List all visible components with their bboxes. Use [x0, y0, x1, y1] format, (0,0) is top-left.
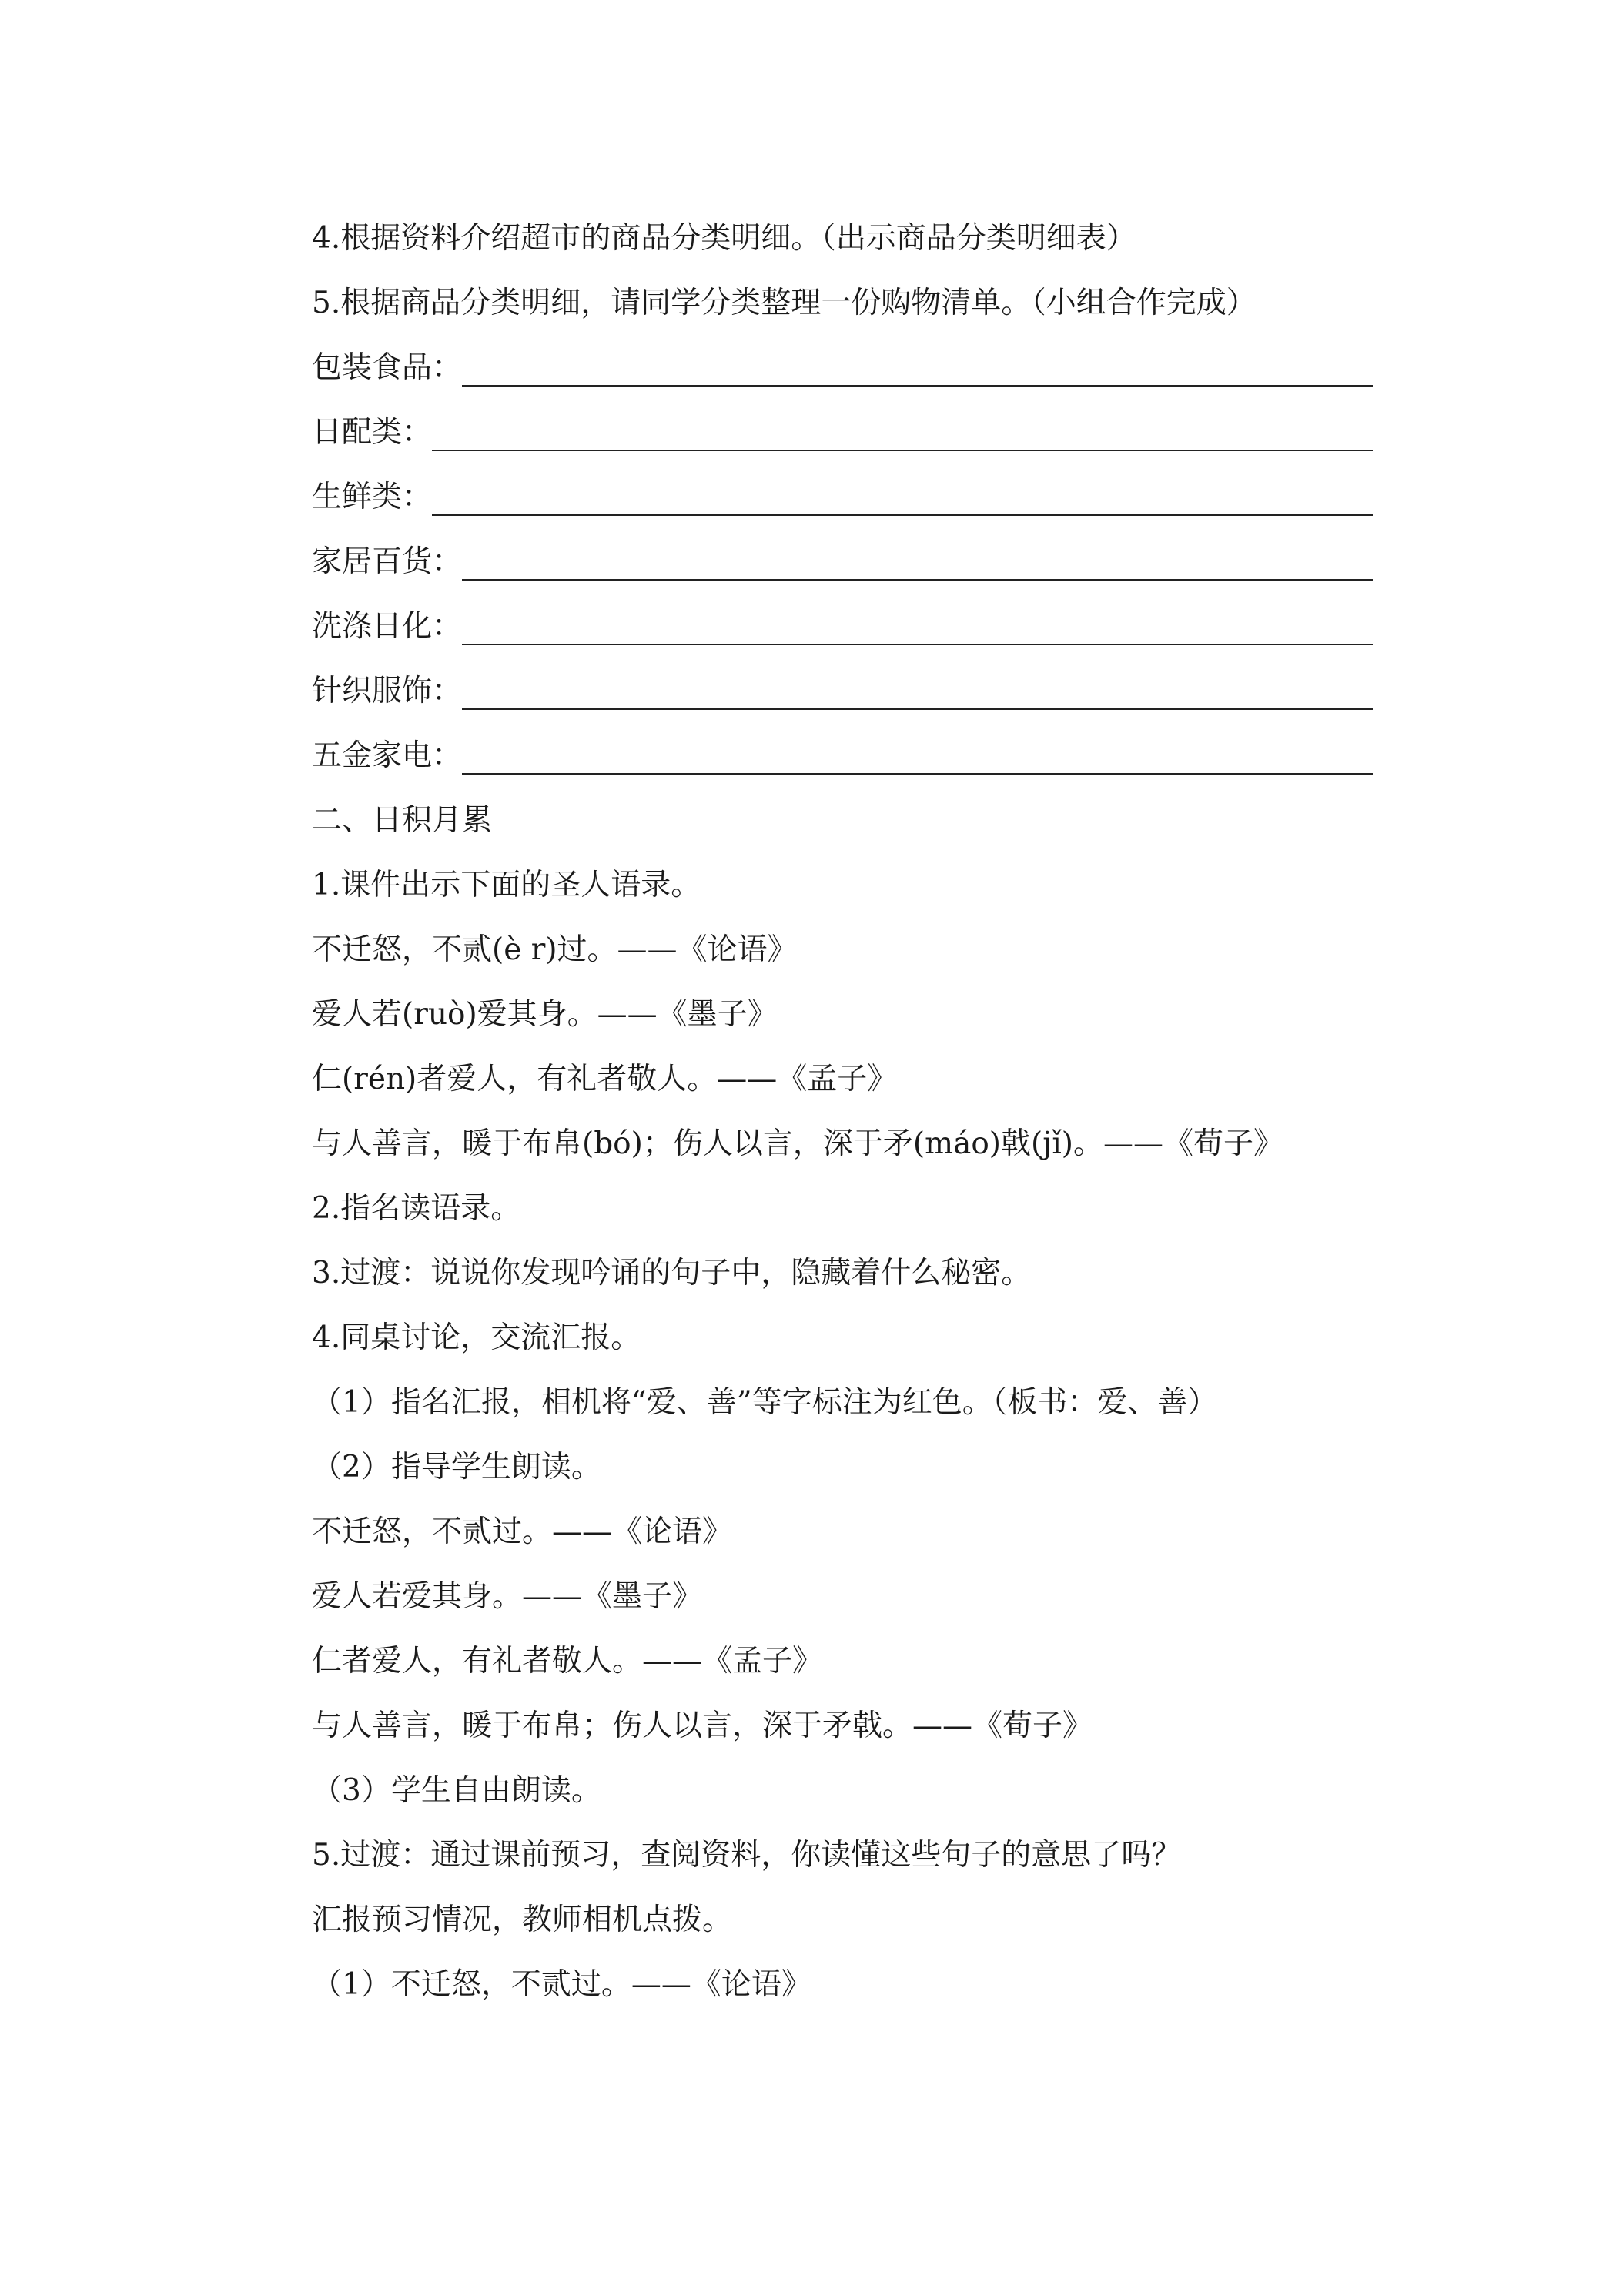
category-row-hardware-appliances [312, 735, 1373, 778]
section2-item5: 5.过渡：通过课前预习，查阅资料，你读懂这些句子的意思了吗？ [312, 1838, 1182, 1873]
category-row-packaged-food [312, 346, 1373, 390]
section2-item2: 2.指名读语录。 [312, 1191, 521, 1226]
blank-fill-line [432, 484, 1373, 516]
blank-fill-line [462, 678, 1373, 710]
section1-item4: 4.根据资料介绍超市的商品分类明细。（出示商品分类明细表） [312, 221, 1136, 256]
section2-sub3: （3）学生自由朗读。 [312, 1773, 601, 1808]
category-label: 洗涤日化： [312, 609, 463, 644]
quote-mozi-pinyin: 爱人若(ruò)爱其身。——《墨子》 [312, 997, 778, 1032]
blank-fill-line [462, 354, 1373, 387]
section2-sub1: （1）指名汇报，相机将“爱、善”等字标注为红色。（板书：爱、善） [312, 1385, 1218, 1420]
category-label: 包装食品： [312, 350, 463, 385]
section1-item5: 5.根据商品分类明细，请同学分类整理一份购物清单。（小组合作完成） [312, 286, 1257, 320]
quote-mengzi: 仁者爱人，有礼者敬人。——《孟子》 [312, 1644, 823, 1678]
category-label: 家居百货： [312, 544, 463, 579]
category-label: 生鲜类： [312, 480, 433, 514]
category-label: 五金家电： [312, 738, 463, 773]
quote-xunzi-pinyin: 与人善言，暖于布帛(bó)；伤人以言，深于矛(máo)戟(jǐ)。——《荀子》 [312, 1126, 1284, 1161]
section2-sub2: （2）指导学生朗读。 [312, 1450, 601, 1484]
quote-mozi: 爱人若爱其身。——《墨子》 [312, 1579, 703, 1614]
category-row-fresh [312, 476, 1373, 519]
section2-sub4: （1）不迁怒，不贰过。——《论语》 [312, 1967, 812, 2002]
quote-xunzi: 与人善言，暖于布帛；伤人以言，深于矛戟。——《荀子》 [312, 1709, 1093, 1743]
blank-fill-line [462, 742, 1373, 775]
category-label: 日配类： [312, 415, 433, 450]
category-label: 针织服饰： [312, 674, 463, 708]
category-row-daily-delivery [312, 411, 1373, 454]
section2-report: 汇报预习情况，教师相机点拨。 [312, 1903, 733, 1937]
quote-mengzi-pinyin: 仁(rén)者爱人，有礼者敬人。——《孟子》 [312, 1062, 898, 1096]
category-row-knitwear [312, 670, 1373, 713]
category-row-detergent [312, 605, 1373, 648]
quote-lunyu: 不迁怒，不贰过。——《论语》 [312, 1514, 733, 1549]
section2-heading: 二、日积月累 [312, 803, 493, 838]
quote-lunyu-pinyin: 不迁怒，不贰(è r)过。——《论语》 [312, 932, 798, 967]
section2-item1: 1.课件出示下面的圣人语录。 [312, 868, 701, 902]
blank-fill-line [462, 613, 1373, 645]
section2-item3: 3.过渡：说说你发现吟诵的句子中，隐藏着什么秘密。 [312, 1256, 1032, 1290]
blank-fill-line [432, 419, 1373, 451]
section2-item4: 4.同桌讨论，交流汇报。 [312, 1320, 641, 1355]
blank-fill-line [462, 548, 1373, 581]
category-row-household [312, 541, 1373, 584]
